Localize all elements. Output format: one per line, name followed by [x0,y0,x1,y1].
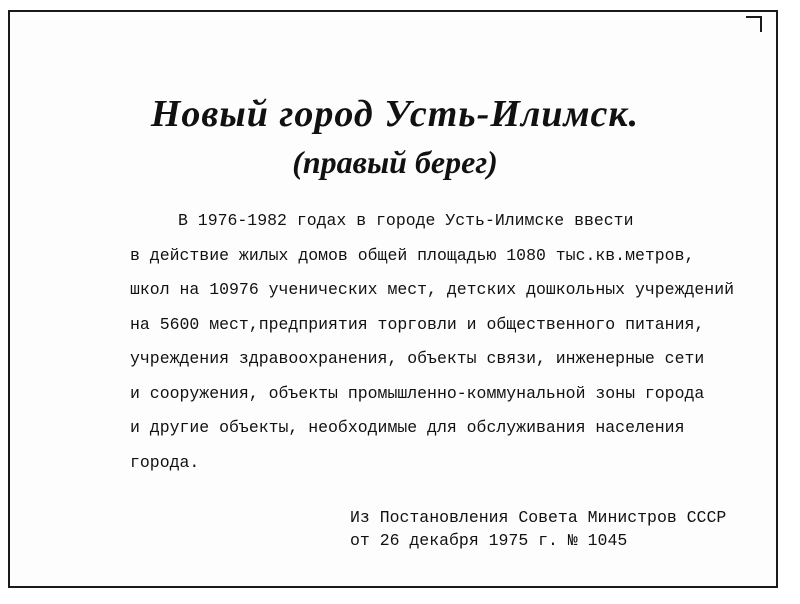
source-line: от 26 декабря 1975 г. № 1045 [350,531,628,550]
body-line: в действие жилых домов общей площадью 1080 тыс.кв.метров, [130,245,695,265]
source-line: Из Постановления Совета Министров СССР [350,508,727,527]
source-citation [350,506,726,552]
body-paragraph [130,204,770,480]
document-subtitle: (правый берег) [292,144,498,180]
body-line: города. [130,452,200,472]
body-line: и другие объекты, необходимые для обслуживания населения [130,418,685,437]
body-line: и сооружения, объекты промышленно-коммунальной зоны города [130,383,705,403]
body-line: на 5600 мест,предприятия торговли и общественного питания, [130,314,705,334]
body-line: школ на 10976 ученических мест, детских дошкольных учреждений [130,280,734,299]
corner-mark [746,16,762,32]
document-sheet [8,10,778,588]
body-line: В 1976-1982 годах в городе Усть-Илимске ввести [178,211,634,230]
body-line: учреждения здравоохранения, объекты связи, инженерные сети [130,349,705,368]
document-title: Новый город Усть-Илимск. [150,93,640,135]
